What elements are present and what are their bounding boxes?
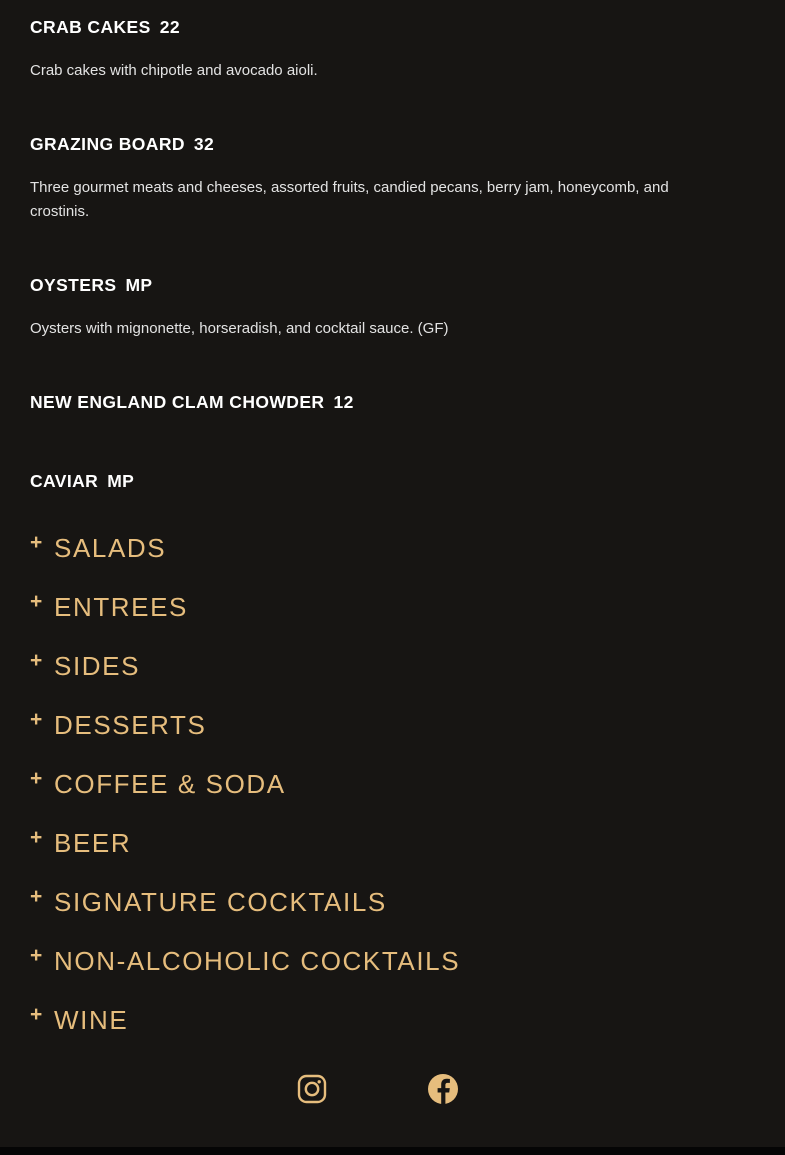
accordion-section-label: COFFEE & SODA — [54, 769, 286, 799]
plus-icon: + — [30, 885, 43, 908]
accordion-section-beer[interactable] — [30, 827, 725, 859]
menu-item-name: OYSTERS — [30, 275, 117, 295]
menu-item-name: CRAB CAKES — [30, 17, 151, 37]
instagram-icon[interactable] — [295, 1072, 329, 1106]
accordion-section-label: SALADS — [54, 533, 167, 563]
accordion-section-label: SIGNATURE COCKTAILS — [54, 887, 387, 917]
menu-item-price: MP — [107, 471, 135, 491]
menu-item-description: Oysters with mignonette, horseradish, and cocktail sauce. (GF) — [30, 320, 449, 337]
menu-item-name: CAVIAR — [30, 471, 99, 491]
accordion-section-wine[interactable] — [30, 1004, 725, 1036]
menu-item — [30, 16, 725, 83]
accordion-section-label: ENTREES — [54, 592, 189, 622]
plus-icon: + — [30, 708, 43, 731]
menu-item — [30, 274, 725, 341]
accordion-section-signature-cocktails[interactable] — [30, 886, 725, 918]
menu-item-description: Three gourmet meats and cheeses, assorted fruits, candied pecans, berry jam, honeycomb, and crostinis. — [30, 179, 669, 220]
accordion-section-label: NON-ALCOHOLIC COCKTAILS — [54, 946, 461, 976]
plus-icon: + — [30, 944, 43, 967]
menu-item-price: 12 — [333, 392, 354, 412]
menu-item-title — [30, 470, 725, 492]
menu-item — [30, 470, 725, 492]
plus-icon: + — [30, 826, 43, 849]
social-links — [30, 1072, 725, 1106]
accordion-section-label: BEER — [54, 828, 132, 858]
menu-item-description: Crab cakes with chipotle and avocado aioli. — [30, 62, 318, 79]
menu-item-title — [30, 391, 725, 413]
facebook-icon[interactable] — [426, 1072, 460, 1106]
menu-item-name: GRAZING BOARD — [30, 134, 185, 154]
plus-icon: + — [30, 531, 43, 554]
plus-icon: + — [30, 767, 43, 790]
accordion-section-label: SIDES — [54, 651, 141, 681]
accordion-section-non-alcoholic-cocktails[interactable] — [30, 945, 725, 977]
bottom-divider — [0, 1147, 785, 1155]
accordion-section-coffee-soda[interactable] — [30, 768, 725, 800]
menu-item-title — [30, 133, 725, 155]
accordion-section-label: WINE — [54, 1005, 129, 1035]
menu-item-price: 22 — [159, 17, 180, 37]
menu-item-price: MP — [125, 275, 153, 295]
accordion-section-salads[interactable] — [30, 532, 725, 564]
menu-item-name: NEW ENGLAND CLAM CHOWDER — [30, 392, 325, 412]
accordion-section-entrees[interactable] — [30, 591, 725, 623]
plus-icon: + — [30, 1003, 43, 1026]
menu-item — [30, 133, 725, 224]
accordion-section-desserts[interactable] — [30, 709, 725, 741]
accordion-section-label: DESSERTS — [54, 710, 207, 740]
menu-item-title — [30, 16, 725, 38]
menu-item-price: 32 — [193, 134, 215, 154]
plus-icon: + — [30, 649, 43, 672]
accordion-section-sides[interactable] — [30, 650, 725, 682]
menu-item-title — [30, 274, 725, 296]
plus-icon: + — [30, 590, 43, 613]
menu-item — [30, 391, 725, 413]
